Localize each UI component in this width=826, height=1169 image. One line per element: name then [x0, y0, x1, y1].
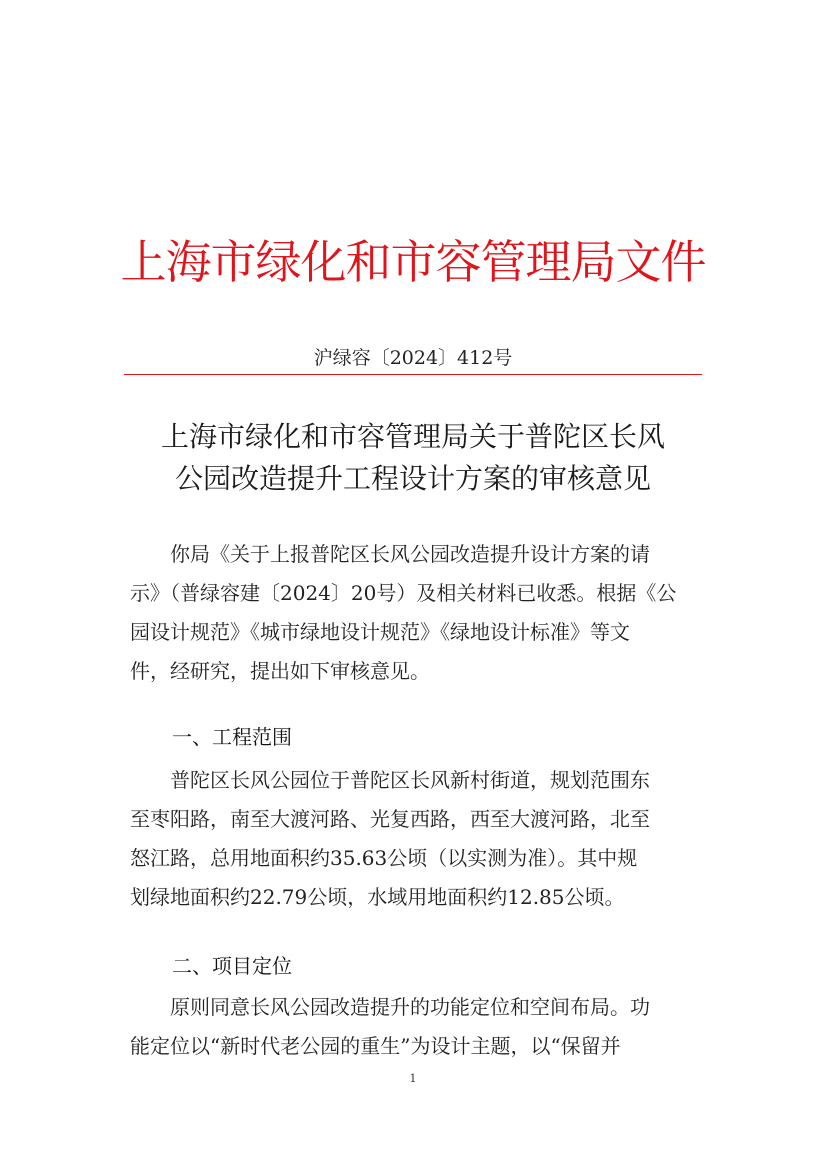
- paragraph-line: 园设计规范》《城市绿地设计规范》《绿地设计标准》等文: [130, 620, 630, 644]
- scope-paragraph: [130, 761, 700, 917]
- title-line: 公园改造提升工程设计方案的审核意见: [174, 462, 651, 495]
- paragraph-line: 怒江路，总用地面积约35.63公顷（以实测为准）。其中规: [130, 846, 638, 870]
- page-number: 1: [409, 1072, 417, 1085]
- paragraph-line: 普陀区长风公园位于普陀区长风新村街道，规划范围东: [130, 768, 650, 792]
- document-title: [120, 416, 706, 500]
- red-divider-line: [124, 374, 702, 375]
- section-heading-scope: 一、工程范围: [172, 725, 292, 749]
- paragraph-line: 件，经研究，提出如下审核意见。: [130, 659, 430, 683]
- section-heading-positioning: 二、项目定位: [172, 954, 292, 978]
- document-number: 沪绿容〔2024〕412号: [313, 347, 513, 369]
- masthead-title: 上海市绿化和市容管理局文件: [120, 235, 706, 289]
- paragraph-line: 至枣阳路，南至大渡河路、光复西路，西至大渡河路，北至: [130, 807, 650, 831]
- paragraph-line: 你局《关于上报普陀区长风公园改造提升设计方案的请: [130, 542, 650, 566]
- intro-paragraph: [130, 535, 700, 691]
- paragraph-line: 能定位以“新时代老公园的重生”为设计主题，以“保留并: [130, 1034, 621, 1058]
- title-line: 上海市绿化和市容管理局关于普陀区长风: [160, 420, 665, 453]
- paragraph-line: 原则同意长风公园改造提升的功能定位和空间布局。功: [130, 995, 650, 1019]
- paragraph-line: 划绿地面积约22.79公顷，水域用地面积约12.85公顷。: [130, 885, 625, 909]
- paragraph-line: 示》（普绿容建〔2024〕20号）及相关材料已收悉。根据《公: [130, 581, 677, 605]
- positioning-paragraph: [130, 988, 700, 1066]
